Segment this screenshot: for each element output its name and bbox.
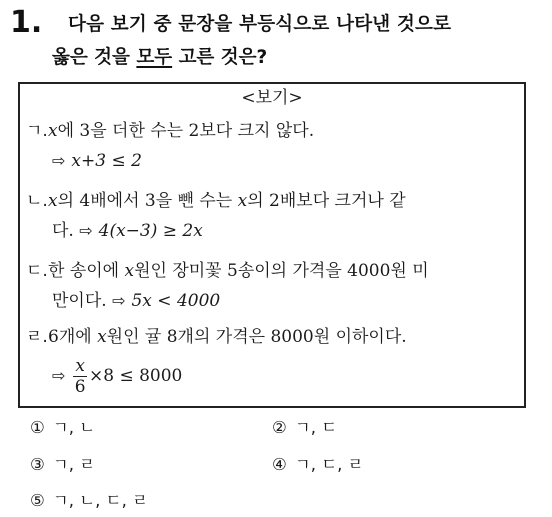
choice-number: ① — [30, 418, 45, 437]
item-text: 원인 장미꽃 5송이의 가격을 4000원 미 — [134, 261, 429, 281]
item-variable: x — [48, 121, 58, 141]
example-item-digeut — [26, 258, 429, 284]
item-text: 만이다. — [52, 291, 113, 311]
choice-text: ㄱ, ㄹ — [52, 455, 96, 474]
question-text-emphasis: 모두 — [136, 47, 173, 68]
choice-number: ③ — [30, 455, 45, 474]
example-box — [18, 82, 526, 408]
example-item-giyeok-inequality — [52, 148, 142, 174]
item-text: 원인 귤 8개의 가격은 8000원 이하이다. — [106, 327, 407, 347]
fraction-denominator: 6 — [74, 377, 86, 397]
item-inequality: 5x < 4000 — [131, 291, 221, 311]
fraction-numerator: x — [75, 356, 85, 376]
item-variable: x — [237, 191, 248, 211]
item-text: 다. — [52, 221, 80, 241]
item-mark: ㄷ. — [26, 261, 48, 281]
item-variable: x — [124, 261, 135, 281]
implies-arrow-icon: ⇨ — [112, 291, 126, 310]
choice-text: ㄱ, ㄷ — [294, 418, 338, 437]
item-variable: x — [48, 191, 58, 211]
item-inequality: x+3 ≤ 2 — [71, 151, 142, 171]
question-text-post: 고른 것은? — [172, 47, 268, 68]
example-item-nieun-inequality — [52, 218, 203, 244]
item-text: 의 4배에서 3을 뺀 수는 — [57, 191, 238, 211]
item-inequality: ×8 ≤ 8000 — [89, 366, 183, 386]
question-text-pre: 옳은 것을 — [52, 47, 137, 68]
example-box-title: <보기> — [241, 88, 303, 108]
answer-choice-3[interactable] — [30, 453, 95, 477]
question-text-line1: 다음 보기 중 문장을 부등식으로 나타낸 것으로 — [68, 14, 452, 35]
item-mark: ㄹ. — [26, 327, 48, 347]
example-item-nieun — [26, 188, 406, 214]
choice-text: ㄱ, ㄴ — [52, 418, 96, 437]
answer-choice-4[interactable] — [272, 453, 364, 477]
implies-arrow-icon: ⇨ — [52, 366, 66, 385]
item-text: 에 3을 더한 수는 2보다 크지 않다. — [57, 121, 315, 141]
item-mark: ㄱ. — [26, 121, 48, 141]
answer-choice-2[interactable] — [272, 416, 337, 440]
example-item-rieul — [26, 324, 407, 350]
example-item-rieul-inequality — [52, 356, 182, 397]
question-text-line2 — [52, 45, 267, 71]
choice-number: ② — [272, 418, 287, 437]
answer-choice-1[interactable] — [30, 416, 95, 440]
choice-number: ⑤ — [30, 491, 45, 510]
example-item-giyeok — [26, 118, 314, 144]
item-text: 의 2배보다 크거나 같 — [247, 191, 406, 211]
fraction — [73, 356, 87, 397]
item-text: 한 송이에 — [48, 261, 125, 281]
answer-choice-5[interactable] — [30, 489, 148, 513]
question-number: 1. — [10, 5, 43, 40]
item-variable: x — [97, 327, 107, 347]
item-inequality: 4(x−3) ≥ 2x — [98, 221, 203, 241]
item-mark: ㄴ. — [26, 191, 48, 211]
implies-arrow-icon: ⇨ — [52, 151, 66, 170]
implies-arrow-icon: ⇨ — [79, 221, 93, 240]
item-text: 6개에 — [48, 327, 98, 347]
example-item-digeut-inequality — [52, 288, 220, 314]
choice-text: ㄱ, ㄴ, ㄷ, ㄹ — [52, 491, 149, 510]
choice-text: ㄱ, ㄷ, ㄹ — [294, 455, 364, 474]
choice-number: ④ — [272, 455, 287, 474]
